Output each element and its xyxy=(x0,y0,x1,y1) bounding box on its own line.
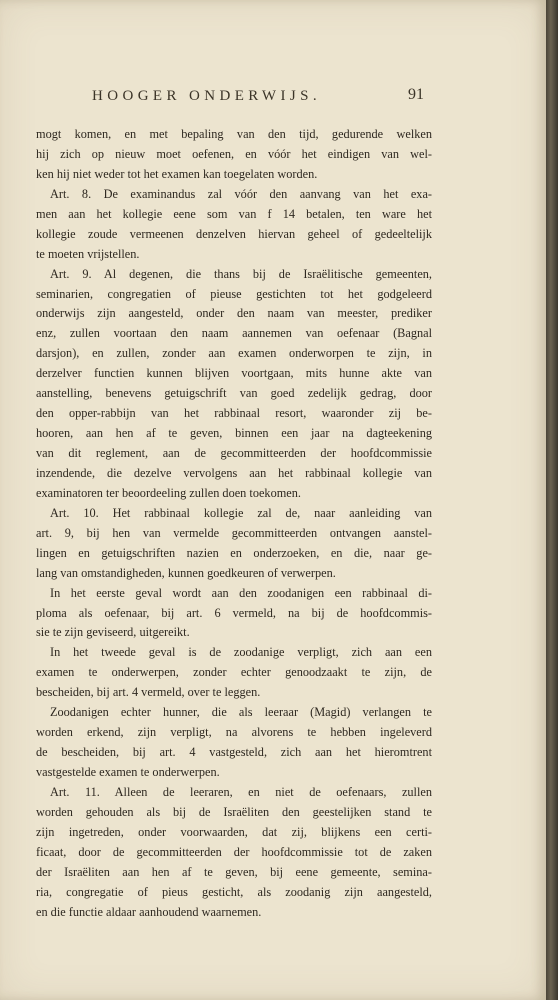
text-line: lang van omstandigheden, kunnen goedkeuren of verwerpen. xyxy=(36,565,336,580)
text-line: den opper-rabbijn van het rabbinaal resort, waaronder zij be- xyxy=(36,406,432,421)
text-line: ficaat, door de gecommitteerden der hoofdcommissie tot de zaken xyxy=(36,844,432,859)
text-line: ken hij niet weder tot het examen kan toegelaten worden. xyxy=(36,166,318,181)
text-line: mogt komen, en met bepaling van den tijd, gedurende welken xyxy=(36,127,432,141)
text-line: In het tweede geval is de zoodanige verpligt, zich aan een xyxy=(50,645,432,660)
text-line: sie te zijn geviseerd, uitgereikt. xyxy=(36,625,190,640)
text-line: Art. 11. Alleen de leeraren, en niet de oefenaars, zullen xyxy=(50,784,432,799)
text-line: examinatoren ter beoordeeling zullen doen toekomen. xyxy=(36,485,301,500)
text-line: en die functie aldaar aanhoudend waarnemen. xyxy=(36,904,262,919)
text-line: examen te onderwerpen, zonder echter genoodzaakt te zijn, de xyxy=(36,665,432,680)
body-text xyxy=(36,125,432,923)
text-line: der Israëliten aan hen af te geven, bij eene gemeente, semina- xyxy=(36,864,432,879)
text-line: ria, congregatie of pieus gesticht, als zoodanig zijn aangesteld, xyxy=(36,884,432,899)
page-edge xyxy=(546,0,558,1000)
text-line: Art. 8. De examinandus zal vóór den aanvang van het exa- xyxy=(50,186,432,201)
text-line: zijn ingetreden, onder voorwaarden, dat zij, blijkens een certi- xyxy=(36,824,432,839)
text-line: worden erkend, zijn verpligt, na alvorens te hebben ingeleverd xyxy=(36,725,432,740)
text-line: ploma als oefenaar, bij art. 6 vermeld, na bij de hoofdcommis- xyxy=(36,605,432,620)
text-line: van dit reglement, aan de gecommitteerden der hoofdcommissie xyxy=(36,446,432,460)
text-line: seminarien, congregatien of pieuse gestichten tot het godgeleerd xyxy=(36,286,432,301)
text-line: inzendende, die dezelve vervolgens aan het rabbinaal kollegie van xyxy=(36,465,432,480)
text-line: de bescheiden, bij art. 4 vastgesteld, zich aan het hieromtrent xyxy=(36,745,432,760)
page-number: 91 xyxy=(408,86,424,103)
text-line: hooren, aan hen af te geven, binnen een jaar na dagteekening xyxy=(36,426,432,441)
text-line: aanstelling, benevens getuigschrift van goed zedelijk gedrag, door xyxy=(36,386,432,401)
running-title: HOOGER ONDERWIJS. xyxy=(92,88,321,104)
text-line: Art. 9. Al degenen, die thans bij de Israëlitische gemeenten, xyxy=(50,266,432,281)
text-line: kollegie zoude vermeenen denzelven hiervan geheel of gedeeltelijk xyxy=(36,226,432,241)
text-line: Zoodanigen echter hunner, die als leeraar (Magid) verlangen te xyxy=(50,705,432,720)
text-line: hij zich op nieuw moet oefenen, en vóór het eindigen van wel- xyxy=(36,146,432,161)
text-line: men aan het kollegie eene som van f 14 betalen, ten ware het xyxy=(36,206,432,221)
text-line: bescheiden, bij art. 4 vermeld, over te leggen. xyxy=(36,685,261,700)
text-line: te moeten vrijstellen. xyxy=(36,246,140,261)
text-line: enz, zullen voortaan den naam aannemen van oefenaar (Bagnal xyxy=(36,326,432,341)
text-line: derzelver functien kunnen blijven voortgaan, mits hunne akte van xyxy=(36,366,432,381)
text-line: art. 9, bij hen van vermelde gecommitteerden ontvangen aanstel- xyxy=(36,525,432,540)
text-line: worden gehouden als bij de Israëliten den geestelijken stand te xyxy=(36,804,432,819)
text-line: Art. 10. Het rabbinaal kollegie zal de, naar aanleiding van xyxy=(50,505,432,520)
text-line: darsjon), en zullen, zonder aan examen onderworpen te zijn, in xyxy=(36,346,432,361)
text-line: vastgestelde examen te onderwerpen. xyxy=(36,765,220,779)
text-line: In het eerste geval wordt aan den zoodanigen een rabbinaal di- xyxy=(50,585,432,600)
text-line: onderwijs zijn aangesteld, onder den naam van meester, prediker xyxy=(36,306,432,321)
text-line: lingen en getuigschriften nazien en onderzoeken, en die, naar ge- xyxy=(36,545,432,560)
